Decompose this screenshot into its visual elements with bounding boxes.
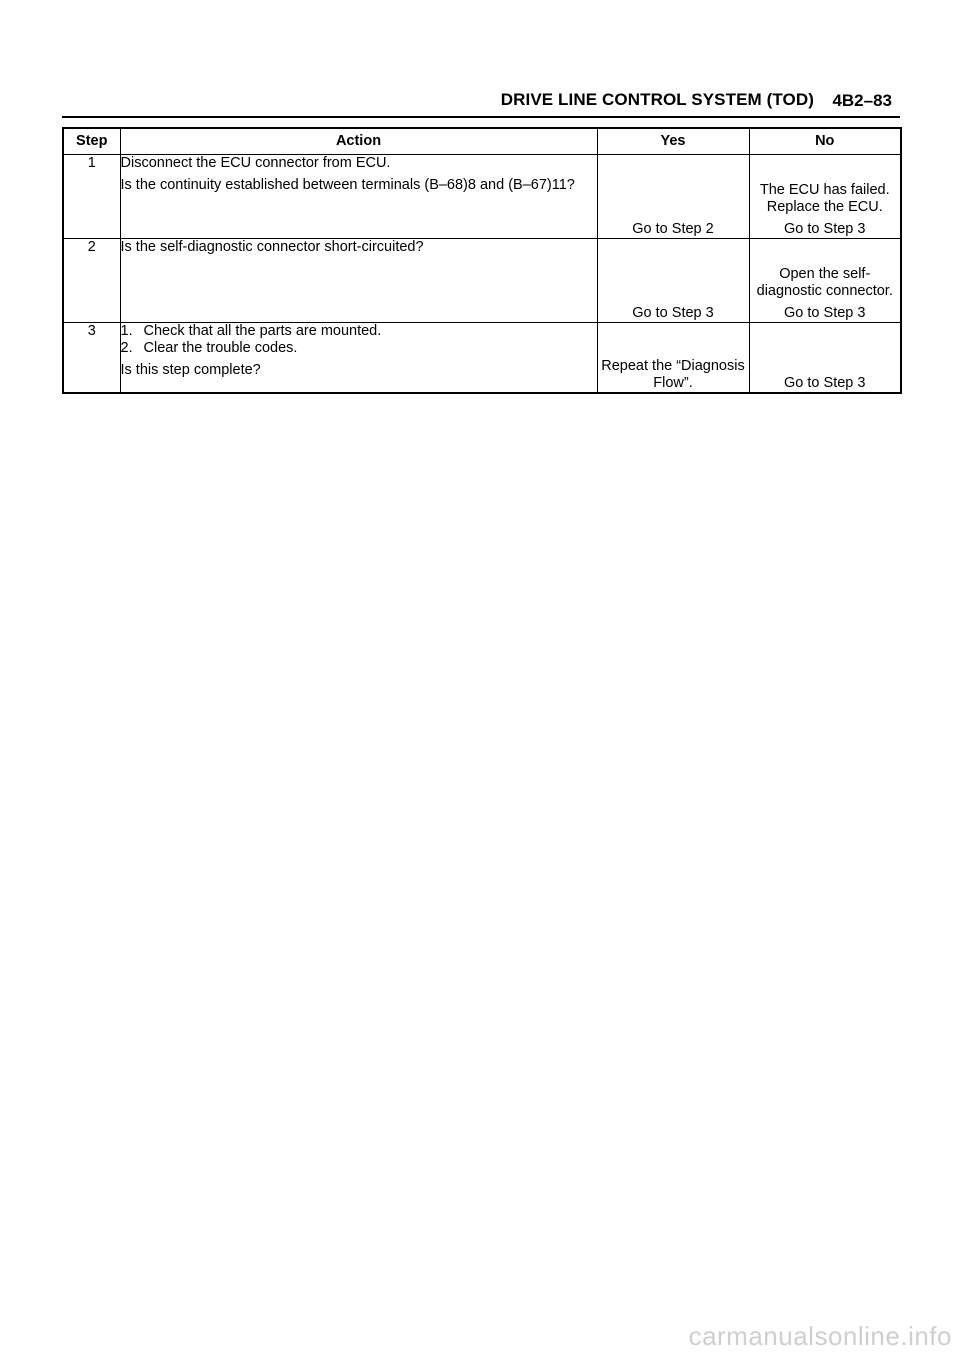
no-next-step: Go to Step 3 [784, 305, 866, 321]
watermark: carmanualsonline.info [688, 1321, 952, 1351]
no-cell [749, 323, 901, 393]
action-text: Disconnect the ECU connector from ECU. [120, 155, 391, 171]
step-number: 3 [63, 323, 120, 393]
column-header-step: Step [63, 128, 120, 155]
no-next-step: Go to Step 3 [784, 221, 866, 237]
section-title: DRIVE LINE CONTROL SYSTEM (TOD) [500, 90, 814, 109]
step-number: 1 [63, 155, 120, 239]
action-cell [120, 323, 597, 393]
yes-result: Go to Step 2 [632, 221, 714, 237]
column-header-yes: Yes [597, 128, 749, 155]
step-number: 2 [63, 239, 120, 323]
table-row [63, 239, 901, 323]
action-question: Is the continuity established between terminals (B–68)8 and (B–67)11? [120, 177, 575, 193]
list-item [121, 323, 597, 340]
column-header-no: No [749, 128, 901, 155]
page-number: 4B2–83 [832, 91, 892, 110]
no-result: Open the self-diagnostic connector. [756, 266, 893, 299]
no-result: The ECU has failed. Replace the ECU. [759, 182, 890, 215]
action-question: Is this step complete? [120, 362, 261, 378]
list-item-text: Check that all the parts are mounted. [143, 323, 382, 339]
yes-cell [597, 155, 749, 239]
list-item-number: 2. [120, 340, 133, 356]
action-question: Is the self-diagnostic connector short-circuited? [120, 239, 424, 255]
list-item [121, 340, 597, 357]
table-header-row [63, 128, 901, 155]
yes-result: Go to Step 3 [632, 305, 714, 321]
yes-cell [597, 323, 749, 393]
table-row [63, 323, 901, 393]
yes-result: Repeat the “Diagnosis Flow”. [601, 357, 745, 391]
action-cell [120, 239, 597, 323]
page-header [62, 88, 900, 118]
no-cell [749, 155, 901, 239]
yes-cell [597, 239, 749, 323]
no-cell [749, 239, 901, 323]
diagnosis-table [62, 127, 902, 394]
action-cell [120, 155, 597, 239]
list-item-text: Clear the trouble codes. [143, 340, 298, 356]
list-item-number: 1. [120, 323, 133, 339]
column-header-action: Action [120, 128, 597, 155]
table-row [63, 155, 901, 239]
no-next-step: Go to Step 3 [784, 374, 866, 391]
